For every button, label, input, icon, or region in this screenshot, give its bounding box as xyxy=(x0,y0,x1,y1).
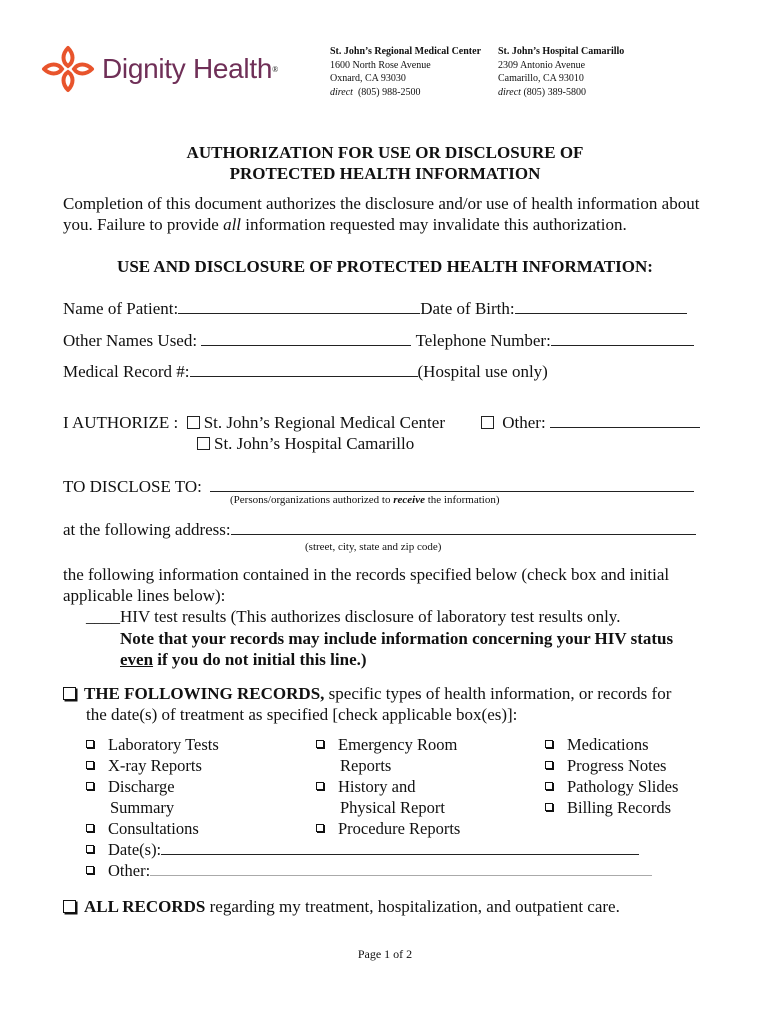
document-title xyxy=(0,142,770,184)
dates-field[interactable] xyxy=(161,840,639,855)
all-records-rest: regarding my treatment, hospitalization, and outpatient care. xyxy=(205,897,620,916)
disclose-to-caption xyxy=(230,494,500,506)
direct-label: direct xyxy=(330,86,353,98)
address-name: St. John’s Regional Medical Center xyxy=(330,46,482,57)
checkbox-other[interactable] xyxy=(481,416,494,429)
address-name: St. John’s Hospital Camarillo xyxy=(498,46,625,57)
disclose-to-field[interactable] xyxy=(210,477,694,492)
record-label-cont: Reports xyxy=(340,756,392,775)
dignity-health-logo-icon xyxy=(40,42,96,96)
address-field[interactable] xyxy=(231,520,696,535)
record-label: Laboratory Tests xyxy=(108,735,219,754)
disclose-to-label: TO DISCLOSE TO: xyxy=(63,477,202,496)
other-records-label: Other: xyxy=(108,861,151,880)
other-names-field[interactable] xyxy=(201,331,411,346)
other-field[interactable] xyxy=(550,413,700,428)
intro-text-end: information requested may invalidate this authorization. xyxy=(241,215,627,234)
records-heading-bold: THE FOLLOWING RECORDS, xyxy=(84,684,325,703)
record-item xyxy=(86,839,652,860)
checkbox-billing-records[interactable] xyxy=(545,803,553,811)
address-block-camarillo xyxy=(498,45,624,99)
mrn-label: Medical Record #: xyxy=(63,362,190,381)
intro-text: Completion of this document authorizes the disclosure and/or use of health information about you. Failure to provide xyxy=(63,194,700,234)
all-records-row xyxy=(63,896,620,917)
option-hospital-camarillo: St. John’s Hospital Camarillo xyxy=(214,434,415,453)
mrn-row xyxy=(63,361,548,382)
checkbox-procedure-reports[interactable] xyxy=(316,824,324,832)
address-block-regional xyxy=(330,45,481,99)
hiv-note-underline: even xyxy=(120,650,154,669)
following-line-2: applicable lines below): xyxy=(63,586,226,605)
address-street: 2309 Antonio Avenue xyxy=(498,59,586,71)
following-line-1: the following information contained in the records specified below (check box and initial xyxy=(63,565,670,584)
brand-name: Dignity Health xyxy=(102,53,273,84)
record-item xyxy=(545,797,678,818)
checkbox-medications[interactable] xyxy=(545,740,553,748)
checkbox-xray-reports[interactable] xyxy=(86,761,94,769)
title-line-2: PROTECTED HEALTH INFORMATION xyxy=(229,164,541,183)
dob-field[interactable] xyxy=(515,299,687,314)
checkbox-dates[interactable] xyxy=(86,845,94,853)
record-item xyxy=(86,860,652,881)
hiv-label: HIV test results (This authorizes disclosure of laboratory test results only. xyxy=(120,607,621,626)
records-column-2 xyxy=(316,734,460,839)
record-label: X-ray Reports xyxy=(108,756,202,775)
telephone-field[interactable] xyxy=(551,331,694,346)
other-records-field[interactable] xyxy=(150,861,652,876)
checkbox-emergency-room-reports[interactable] xyxy=(316,740,324,748)
record-label: Consultations xyxy=(108,819,199,838)
address-phone: (805) 988-2500 xyxy=(357,86,421,98)
checkbox-progress-notes[interactable] xyxy=(545,761,553,769)
mrn-note: (Hospital use only) xyxy=(417,362,548,381)
hiv-note-line-2: if you do not initial this line.) xyxy=(153,650,367,669)
hiv-initial-field[interactable]: ____ xyxy=(86,607,120,626)
dates-label: Date(s): xyxy=(108,840,162,859)
brand-logo xyxy=(40,42,278,96)
checkbox-following-records[interactable] xyxy=(63,687,76,700)
record-item xyxy=(545,734,678,755)
other-label: Other: xyxy=(502,413,546,432)
other-names-row xyxy=(63,330,694,351)
record-item xyxy=(545,755,678,776)
checkbox-consultations[interactable] xyxy=(86,824,94,832)
other-names-label: Other Names Used: xyxy=(63,331,198,350)
address-caption: (street, city, state and zip code) xyxy=(305,541,442,553)
mrn-field[interactable] xyxy=(190,362,418,377)
checkbox-history-physical[interactable] xyxy=(316,782,324,790)
records-heading xyxy=(63,683,671,704)
address-street: 1600 North Rose Avenue xyxy=(330,59,431,71)
authorize-row xyxy=(63,412,445,433)
hiv-note xyxy=(120,628,673,670)
following-info xyxy=(63,564,723,606)
telephone-label: Telephone Number: xyxy=(415,331,551,350)
checkbox-other-records[interactable] xyxy=(86,866,94,874)
record-label: Discharge xyxy=(108,777,175,796)
option-regional-medical-center: St. John’s Regional Medical Center xyxy=(203,413,445,432)
patient-name-row xyxy=(63,298,687,319)
record-item xyxy=(316,776,460,797)
hiv-row xyxy=(86,606,620,627)
record-item xyxy=(545,776,678,797)
patient-name-field[interactable] xyxy=(178,299,420,314)
title-line-1: AUTHORIZATION FOR USE OR DISCLOSURE OF xyxy=(186,143,584,162)
record-label: Pathology Slides xyxy=(567,777,679,796)
checkbox-laboratory-tests[interactable] xyxy=(86,740,94,748)
caption-text-end: the information) xyxy=(424,494,500,506)
address-city: Oxnard, CA 93030 xyxy=(330,73,406,84)
dob-label: Date of Birth: xyxy=(420,299,515,318)
trademark: ® xyxy=(272,64,279,74)
checkbox-hospital-camarillo[interactable] xyxy=(197,437,210,450)
record-label-cont: Summary xyxy=(110,798,175,817)
section-heading: USE AND DISCLOSURE OF PROTECTED HEALTH INFORMATION: xyxy=(117,257,653,276)
address-phone: (805) 389-5800 xyxy=(523,86,586,98)
record-label: Medications xyxy=(567,735,649,754)
record-label: Emergency Room xyxy=(338,735,458,754)
checkbox-all-records[interactable] xyxy=(63,900,76,913)
address-label: at the following address: xyxy=(63,520,231,539)
checkbox-discharge-summary[interactable] xyxy=(86,782,94,790)
caption-text: (Persons/organizations authorized to xyxy=(230,494,394,506)
caption-emphasis: receive xyxy=(393,494,425,506)
authorize-other xyxy=(481,412,700,433)
authorize-label: I AUTHORIZE : xyxy=(63,413,179,432)
page-number: Page 1 of 2 xyxy=(357,947,413,961)
authorize-camarillo xyxy=(197,433,414,454)
record-label: Billing Records xyxy=(567,798,672,817)
address-city: Camarillo, CA 93010 xyxy=(498,73,584,84)
checkbox-regional-medical-center[interactable] xyxy=(187,416,200,429)
records-heading-line-2: the date(s) of treatment as specified [check applicable box(es)]: xyxy=(86,705,518,724)
records-heading-rest: specific types of health information, or records for xyxy=(324,684,672,703)
checkbox-pathology-slides[interactable] xyxy=(545,782,553,790)
address-row xyxy=(63,519,696,540)
record-label: History and xyxy=(338,777,416,796)
patient-name-label: Name of Patient: xyxy=(63,299,179,318)
direct-label: direct xyxy=(498,86,521,98)
record-item xyxy=(316,734,460,755)
record-item xyxy=(316,818,460,839)
record-label-cont: Physical Report xyxy=(340,798,445,817)
intro-emphasis: all xyxy=(223,215,242,234)
all-records-bold: ALL RECORDS xyxy=(84,897,206,916)
records-column-3 xyxy=(545,734,678,818)
record-label: Procedure Reports xyxy=(338,819,461,838)
record-label: Progress Notes xyxy=(567,756,667,775)
hiv-note-line-1: Note that your records may include information concerning your HIV status xyxy=(120,629,674,648)
intro-paragraph xyxy=(63,193,713,235)
